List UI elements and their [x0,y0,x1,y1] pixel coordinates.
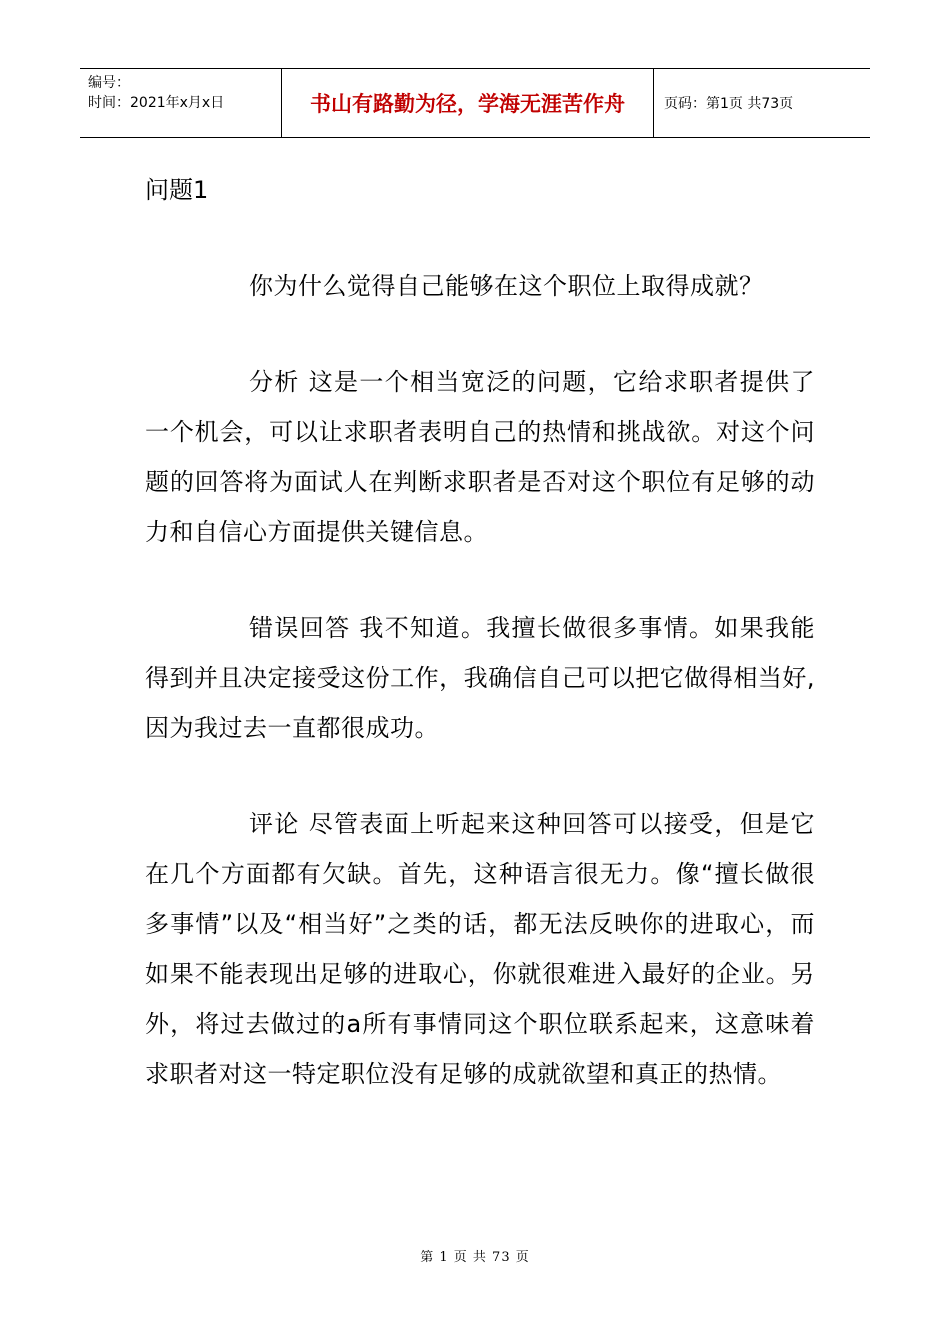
comment-paragraph: 评论 尽管表面上听起来这种回答可以接受，但是它在几个方面都有欠缺。首先，这种语言很无力。像“擅长做很多事情”以及“相当好”之类的话，都无法反映你的进取心，而如果不能表现出足够的进取心，你就很难进入最好的企业。另外，将过去做过的a所有事情同这个职位联系起来，这意味着求职者对这一特定职位没有足够的成就欲望和真正的热情。 [145,810,815,1088]
header-page-cell [654,69,870,137]
document-number-label: 编号： [88,75,130,91]
spacer [145,557,815,603]
document-header [80,68,870,138]
wrong-answer-paragraph: 错误回答 我不知道。我擅长做很多事情。如果我能得到并且决定接受这份工作，我确信自己可以把它做得相当好,因为我过去一直都很成功。 [145,614,815,742]
page-footer: 第 1 页 共 73 页 [420,1250,530,1265]
header-page-info: 页码：第1页 共73页 [664,96,794,112]
analysis-paragraph: 分析 这是一个相当宽泛的问题，它给求职者提供了一个机会，可以让求职者表明自己的热情和挑战欲。对这个问题的回答将为面试人在判断求职者是否对这个职位有足够的动力和自信心方面提供关键信息。 [145,368,815,546]
question-title: 问题1 [145,176,209,204]
document-date: 时间：2021年x月x日 [88,95,225,111]
header-slogan: 书山有路勤为径，学海无涯苦作舟 [310,92,625,116]
question-text: 你为什么觉得自己能够在这个职位上取得成就？ [249,272,764,300]
header-meta-cell [80,69,282,137]
document-body [145,165,815,1099]
spacer [145,311,815,357]
header-slogan-cell [282,69,654,137]
spacer [145,215,815,261]
spacer [145,753,815,799]
